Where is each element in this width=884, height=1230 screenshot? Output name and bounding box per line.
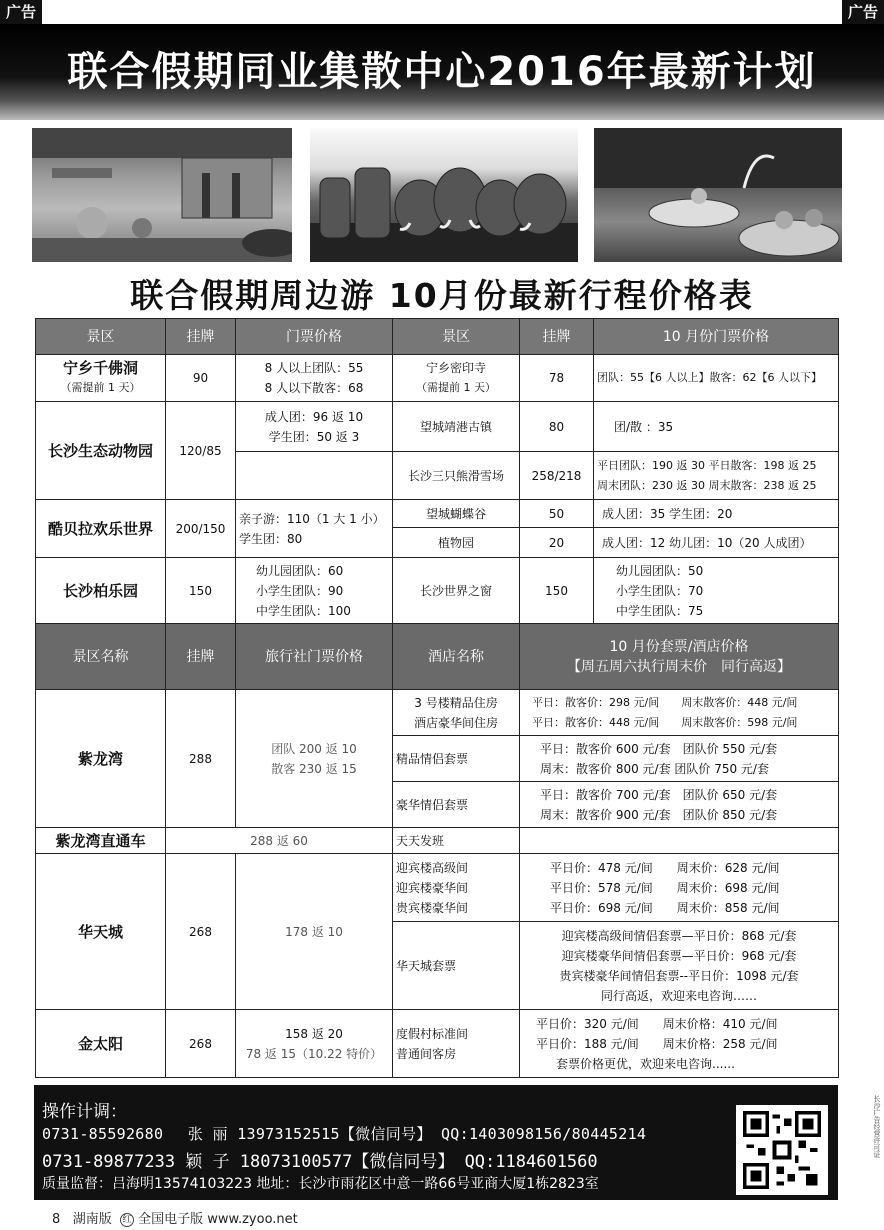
hotel-name: 3 号楼精品住房 [414, 695, 498, 710]
list-price: 78 [520, 355, 594, 402]
table-row [36, 1010, 839, 1078]
ad-label-left: 广告 [0, 0, 42, 24]
col-list-price: 挂牌 [166, 319, 236, 355]
scenic-name: 长沙三只熊滑雪场 [393, 452, 520, 500]
waterpark-photo [32, 128, 292, 262]
list-price: 80 [520, 402, 594, 452]
col-hotel-name: 酒店名称 [393, 624, 520, 690]
col-oct-ticket-price: 10 月份门票价格 [594, 319, 839, 355]
scenic-note: （需提前 1 天） [60, 381, 141, 394]
table2-header [36, 624, 839, 690]
title-banner [0, 24, 884, 120]
table-row [36, 854, 839, 922]
col-ticket-price: 门票价格 [236, 319, 393, 355]
hotel-price-line: 平日价：698 元/间 周末价：858 元/间 [550, 900, 780, 915]
supervision-address: 质量监督：吕海明13574103223 地址：长沙市雨花区中意一路66号亚商大厦1栋2823室 [42, 1176, 599, 1192]
hotel-price-line: 平日价：478 元/间 周末价：628 元/间 [550, 860, 780, 875]
logo-icon: 红 [120, 1213, 134, 1227]
table-row [36, 690, 839, 736]
operator-label: 操作计调： [42, 1102, 127, 1122]
scenic-name: 长沙生态动物园 [36, 402, 166, 500]
list-price: 258/218 [520, 452, 594, 500]
hotel-name: 华天城套票 [393, 922, 520, 1010]
scenic-name: 酷贝拉欢乐世界 [36, 500, 166, 558]
hotel-price-line: 平日价：188 元/间 周末价格：258 元/间 [536, 1036, 778, 1051]
ticket-line: 学生团：80 [239, 531, 303, 546]
col-scenic: 景区 [36, 319, 166, 355]
col-list-price-2: 挂牌 [520, 319, 594, 355]
col-package-note: 【周五周六执行周末价 同行高返】 [567, 658, 791, 675]
ad-label-right: 广告 [842, 0, 884, 24]
hotel-name: 酒店豪华间住房 [413, 715, 498, 730]
hotel-price-line: 平日：散客价 700 元/套 团队价 650 元/套 [540, 787, 778, 802]
list-price: 150 [520, 558, 594, 624]
ticket-price: 团/散 ：35 [594, 402, 839, 452]
hotel-name: 迎宾楼高级间 [396, 860, 469, 875]
scenic-name: 紫龙湾 [36, 690, 166, 828]
list-price: 50 [520, 500, 594, 528]
ticket-line: 中学生团队：100 [256, 603, 351, 618]
ticket-line: 小学生团队：90 [256, 583, 344, 598]
scenic-name: 紫龙湾直通车 [36, 828, 166, 854]
hotel-name: 贵宾楼豪华间 [396, 900, 469, 915]
hotel-price-line: 套票价格更优，欢迎来电咨询...... [556, 1056, 735, 1071]
table-row [36, 828, 839, 854]
edition-label: 全国电子版 [138, 1212, 204, 1227]
hotel-name: 天天发班 [393, 828, 520, 854]
scenic-name: 长沙世界之窗 [393, 558, 520, 624]
col-package-price: 10 月份套票/酒店价格 [609, 638, 749, 655]
list-price: 20 [520, 528, 594, 558]
col-list-price: 挂牌 [166, 624, 236, 690]
hotel-name: 迎宾楼豪华间 [396, 880, 469, 895]
list-price: 150 [166, 558, 236, 624]
scenic-name: 宁乡密印寺 [425, 361, 486, 375]
ticket-line: 学生团：50 返 3 [268, 429, 360, 444]
hotel-price-line: 贵宾楼豪华间情侣套票--平日价：1098 元/套 [559, 968, 799, 983]
ticket-line: 幼儿园团队：60 [256, 563, 344, 578]
hotel-name: 度假村标准间 [396, 1026, 469, 1041]
hotel-price-line: 平日：散客价 600 元/套 团队价 550 元/套 [540, 741, 778, 756]
ticket-line: 78 返 15（10.22 特价） [245, 1046, 383, 1061]
ticket-price: 成人团：12 幼儿团：10（20 人成团） [594, 528, 839, 558]
ticket-price: 178 返 10 [236, 854, 393, 1010]
ticket-line: 散客 230 返 15 [271, 761, 357, 776]
ticket-line: 8 人以下散客：68 [264, 381, 364, 395]
ticket-line: 亲子游：110（1 大 1 小） [239, 511, 385, 526]
schedule-subtitle: 联合假期周边游 10月份最新行程价格表 [130, 276, 754, 315]
list-price: 200/150 [166, 500, 236, 558]
contact-footer [34, 1085, 838, 1200]
ticket-line: 平日团队：190 返 30 平日散客：198 返 25 [597, 458, 817, 472]
qr-code-icon [736, 1105, 828, 1195]
hotel-price-line: 迎宾楼豪华间情侣套票—平日价：968 元/套 [561, 948, 797, 963]
side-license-text: 长沙广告经营许可证 [873, 1095, 881, 1158]
ticket-price: 团队：55【6 人以上】散客：62【6 人以下】 [594, 355, 839, 402]
price-table [35, 318, 839, 1078]
ticket-line: 团队 200 返 10 [271, 741, 357, 756]
page-title: 联合假期同业集散中心2016年最新计划 [67, 49, 817, 95]
ticket-line: 158 返 20 [285, 1026, 343, 1041]
scenic-note: （需提前 1 天） [416, 381, 496, 394]
scenic-name: 宁乡千佛洞 [62, 359, 138, 377]
hotel-price-line: 平日：散客价：298 元/间 周末散客价：448 元/间 [532, 695, 798, 709]
scenic-name: 华天城 [36, 854, 166, 1010]
scenic-name: 金太阳 [36, 1010, 166, 1078]
page-footer [52, 1208, 298, 1227]
ticket-line: 周末团队：230 返 30 周末散客：238 返 25 [597, 478, 817, 492]
contact-line-1: 0731-85592680 张 丽 13973152515【微信同号】 QQ:1403098156/80445214 [42, 1125, 647, 1143]
ticket-line: 成人团：96 返 10 [264, 409, 364, 424]
hotel-name: 豪华情侣套票 [393, 782, 520, 828]
scenic-name: 长沙柏乐园 [36, 558, 166, 624]
ticket-line: 小学生团队：70 [616, 583, 704, 598]
ticket-price: 成人团：35 学生团：20 [594, 500, 839, 528]
hotel-price-line: 平日价：578 元/间 周末价：698 元/间 [550, 880, 780, 895]
ticket-line: 幼儿园团队：50 [616, 563, 704, 578]
page-number: 8 [52, 1212, 61, 1227]
table-row [36, 558, 839, 624]
scenic-name: 植物园 [393, 528, 520, 558]
edition: 湖南版 [72, 1212, 112, 1227]
hotel-price-line: 平日：散客价：448 元/间 周末散客价：598 元/间 [532, 715, 798, 729]
list-price: 90 [166, 355, 236, 402]
scenic-name: 望城蝴蝶谷 [393, 500, 520, 528]
table-row [36, 355, 839, 402]
hotel-name: 普通间客房 [396, 1046, 457, 1061]
hotel-price-line: 平日价：320 元/间 周末价格：410 元/间 [536, 1016, 778, 1031]
list-price: 268 [166, 854, 236, 1010]
hotel-price-line: 周末：散客价 900 元/套 团队价 850 元/套 [540, 807, 778, 822]
ticket-line: 8 人以上团队：55 [264, 361, 364, 375]
table1-header [36, 319, 839, 355]
ticket-price: 288 返 60 [166, 828, 393, 854]
site-url[interactable]: www.zyoo.net [207, 1212, 298, 1227]
table-row [36, 402, 839, 452]
hotel-price-line: 同行高返，欢迎来电咨询…… [600, 988, 757, 1003]
hotel-name: 精品情侣套票 [393, 736, 520, 782]
hotel-price-line: 周末：散客价 800 元/套 团队价 750 元/套 [540, 761, 769, 776]
hotel-price-line: 迎宾楼高级间情侣套票—平日价：868 元/套 [561, 928, 797, 943]
list-price: 120/85 [166, 402, 236, 500]
rafting-photo [594, 128, 842, 262]
list-price: 268 [166, 1010, 236, 1078]
contact-line-2: 0731-89877233 颖 子 18073100577【微信同号】 QQ:1184601560 [42, 1152, 598, 1172]
table-row [36, 500, 839, 528]
col-scenic-name: 景区名称 [36, 624, 166, 690]
elephant-statues-photo [310, 128, 578, 262]
col-agency-ticket-price: 旅行社门票价格 [236, 624, 393, 690]
ticket-line: 中学生团队：75 [616, 603, 704, 618]
col-scenic-2: 景区 [393, 319, 520, 355]
list-price: 288 [166, 690, 236, 828]
scenic-name: 望城靖港古镇 [393, 402, 520, 452]
